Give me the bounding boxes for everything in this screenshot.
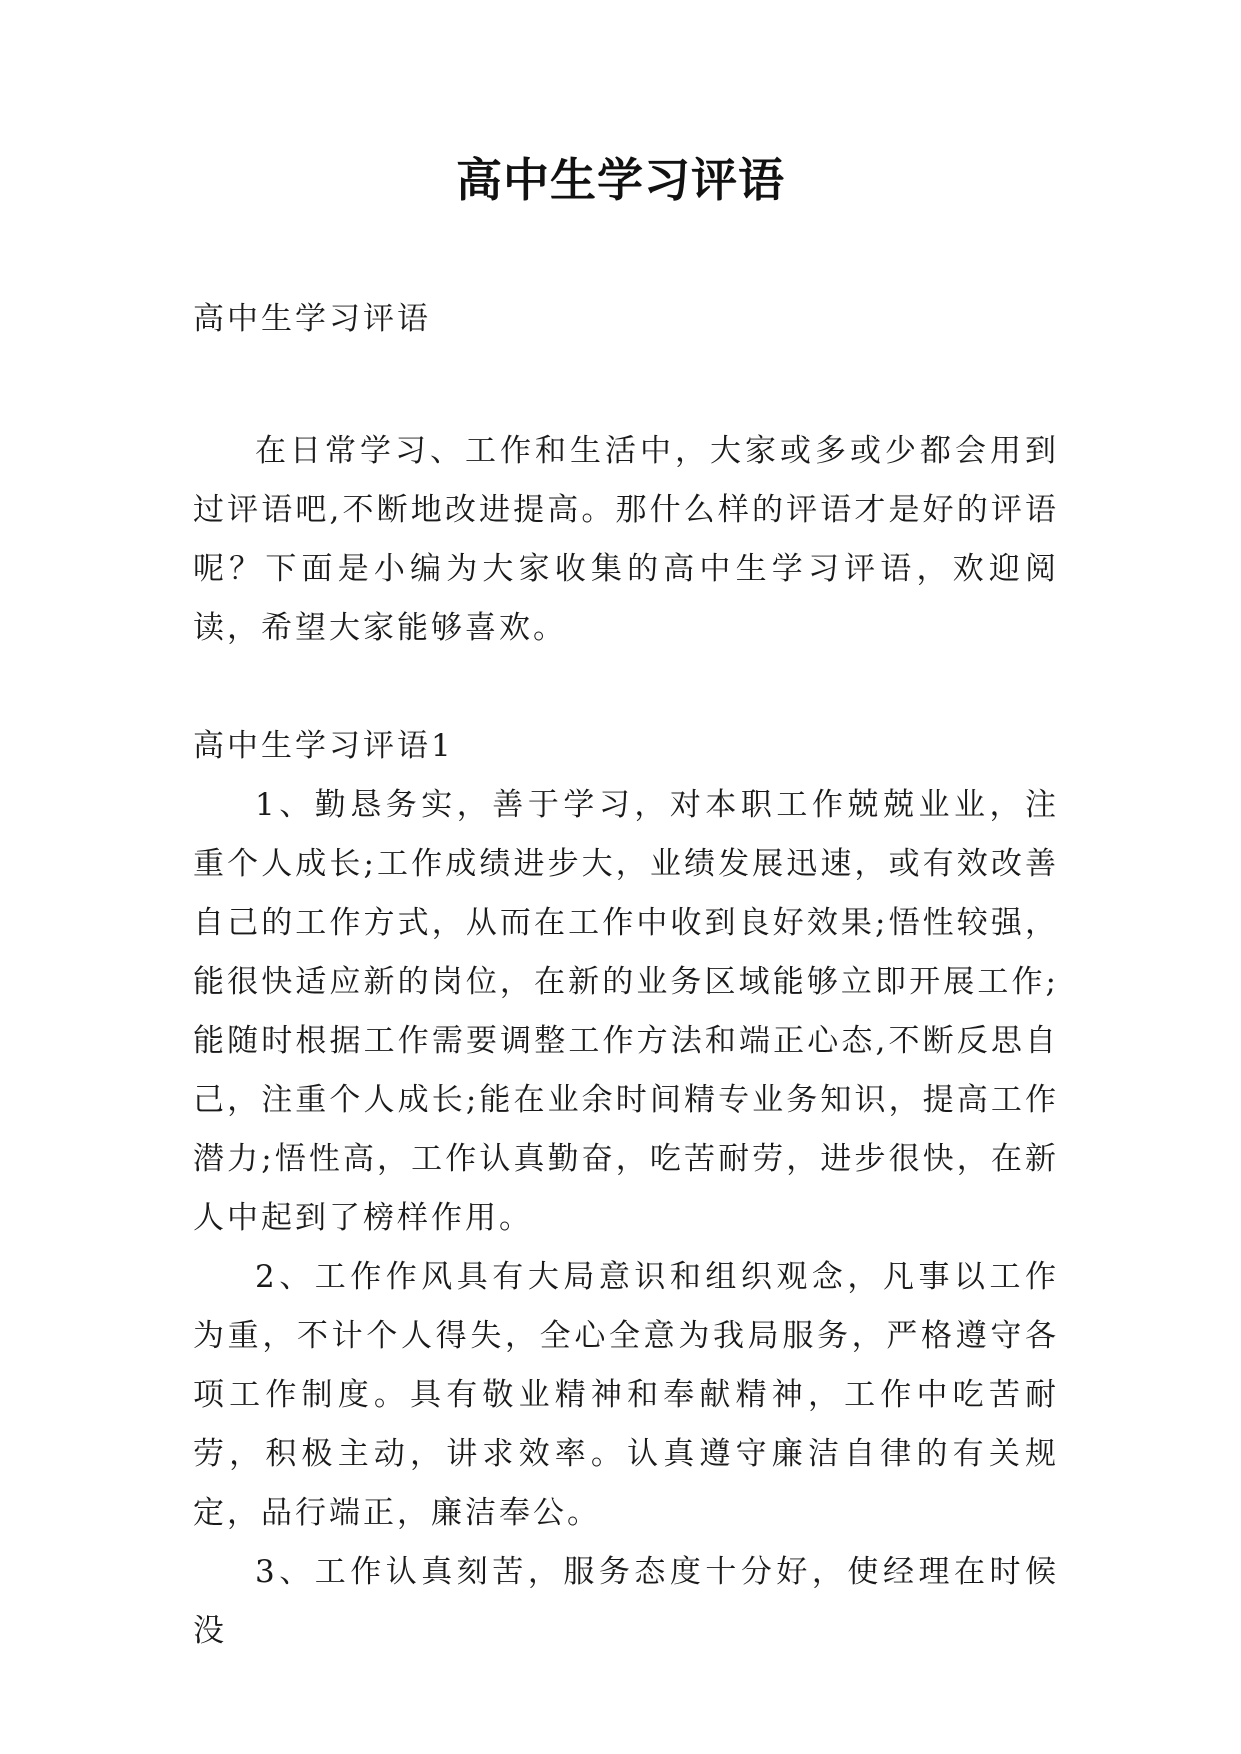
comment-item-1: 1、勤恳务实，善于学习，对本职工作兢兢业业，注重个人成长;工作成绩进步大，业绩发展迅速，或有效改善自己的工作方式，从而在工作中收到良好效果;悟性较强，能很快适应新的岗位，在新的业务区域能够立即开展工作;能随时根据工作需要调整工作方法和端正心态,不断反思自己，注重个人成长;能在业余时间精专业务知识，提高工作潜力;悟性高，工作认真勤奋，吃苦耐劳，进步很快，在新人中起到了榜样作用。 — [193, 787, 1059, 1236]
section-heading: 高中生学习评语1 — [193, 728, 454, 764]
document-title: 高中生学习评语 — [456, 153, 785, 207]
intro-paragraph: 在日常学习、工作和生活中，大家或多或少都会用到过评语吧,不断地改进提高。那什么样的评语才是好的评语呢？下面是小编为大家收集的高中生学习评语，欢迎阅读，希望大家能够喜欢。 — [193, 433, 1059, 646]
document-subtitle: 高中生学习评语 — [193, 301, 431, 337]
comment-item-3: 3、工作认真刻苦，服务态度十分好，使经理在时候没 — [193, 1554, 1059, 1649]
comment-item-2: 2、工作作风具有大局意识和组织观念，凡事以工作为重，不计个人得失，全心全意为我局服务，严格遵守各项工作制度。具有敬业精神和奉献精神，工作中吃苦耐劳，积极主动，讲求效率。认真遵守廉洁自律的有关规定，品行端正，廉洁奉公。 — [193, 1259, 1059, 1531]
document-body — [193, 290, 1059, 1661]
